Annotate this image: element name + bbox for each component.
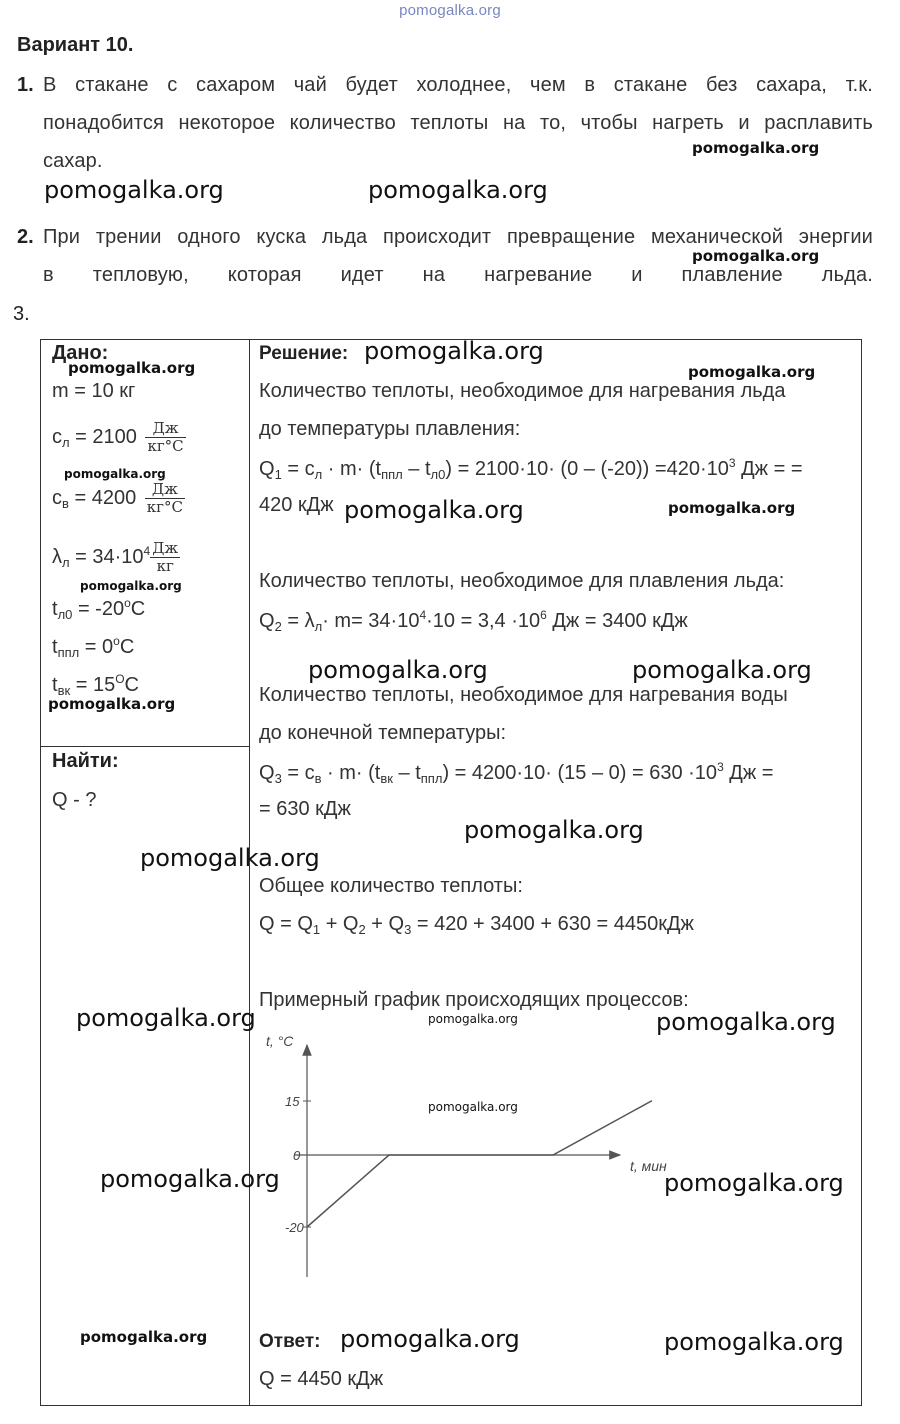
q2-line1: При трении одного куска льда происходит превращение механической энергии xyxy=(43,226,873,248)
find-label: Найти: xyxy=(52,750,119,772)
data-point xyxy=(552,1154,554,1156)
watermark: pomogalka.org xyxy=(64,467,166,481)
answer-label: Ответ: xyxy=(259,1331,321,1352)
y-tick-label: 0 xyxy=(293,1148,301,1163)
watermark: pomogalka.org xyxy=(664,1328,844,1356)
header-watermark[interactable]: pomogalka.org xyxy=(399,2,501,19)
watermark: pomogalka.org xyxy=(364,337,544,365)
q1-line3: сахар. xyxy=(43,150,103,172)
watermark: pomogalka.org xyxy=(656,1008,836,1036)
data-point xyxy=(651,1100,653,1102)
step1-text-2: до температуры плавления: xyxy=(259,418,521,440)
watermark: pomogalka.org xyxy=(100,1165,280,1193)
given-c-water: $c_в = 4200$ $\frac{Дж}{кг^\circ C}$ xyxy=(52,480,183,516)
given-t-melt: $t_{ппл} = 0^oC$ xyxy=(52,634,135,660)
watermark: pomogalka.org xyxy=(68,359,196,377)
step3-formula: $Q_3 = c_в \cdot m\cdot (t_{вк} - t_{ппл}) = 4200\cdot 10\cdot (15 - 0) = 630 \cdot 10^3$ Дж = xyxy=(259,760,774,786)
find-value: Q - ? xyxy=(52,789,97,811)
step4-formula: $Q = Q_1 + Q_2 + Q_3 = 420 + 3400 + 630 = 4450кДж$ xyxy=(259,913,694,937)
step2-formula: $Q_2 = \lambda_л\cdot m= 34\cdot 10^4\cdot 10 = 3,4 \cdot 10^6$ Дж = 3400 кДж xyxy=(259,608,688,634)
temperature-series-line xyxy=(307,1101,651,1227)
y-tick-label: -20 xyxy=(285,1220,304,1235)
answer-value: Q = 4450 кДж xyxy=(259,1368,384,1390)
step1-result: 420 кДж xyxy=(259,494,334,516)
step2-text: Количество теплоты, необходимое для плавления льда: xyxy=(259,570,785,592)
x-axis-label: t, мин xyxy=(630,1158,667,1174)
y-tick-label: 15 xyxy=(285,1094,300,1109)
step3-text-2: до конечной температуры: xyxy=(259,722,507,744)
step1-text: Количество теплоты, необходимое для нагревания льда xyxy=(259,380,786,402)
q1-line2: понадобится некоторое количество теплоты на то, чтобы нагреть и расплавить xyxy=(43,112,873,134)
q2-line2: в тепловую, которая идет на нагревание и плавление льда. xyxy=(43,264,873,286)
step1-formula: $Q_1 = c_л \cdot m\cdot (t_{ппл} - t_{л0}) = 2100\cdot 10\cdot (0 - (-20)) =420\cdot 10^3$ Дж = = xyxy=(259,456,803,482)
step3-result: = 630 кДж xyxy=(259,798,351,820)
watermark: pomogalka.org xyxy=(668,499,796,517)
given-find-divider xyxy=(41,746,249,747)
given-c-ice: $c_л = 2100$ $\frac{Дж}{кг^\circ C}$ xyxy=(52,419,184,455)
y-axis-label: t, °C xyxy=(266,1033,294,1049)
watermark: pomogalka.org xyxy=(428,1100,518,1114)
watermark: pomogalka.org xyxy=(428,1012,518,1026)
data-point xyxy=(306,1226,308,1228)
q2-number: 2. xyxy=(17,226,34,248)
watermark: pomogalka.org xyxy=(692,247,820,265)
graph-title: Примерный график происходящих процессов: xyxy=(259,989,689,1011)
solution-label: Решение: xyxy=(259,343,349,364)
watermark: pomogalka.org xyxy=(692,139,820,157)
watermark: pomogalka.org xyxy=(632,656,812,684)
watermark: pomogalka.org xyxy=(140,844,320,872)
step3-text: Количество теплоты, необходимое для нагревания воды xyxy=(259,684,788,706)
q3-number: 3. xyxy=(13,303,30,325)
watermark: pomogalka.org xyxy=(80,579,182,593)
watermark: pomogalka.org xyxy=(308,656,488,684)
watermark: pomogalka.org xyxy=(464,816,644,844)
given-t-initial: $t_{л0} = -20^oC$ xyxy=(52,596,146,622)
watermark: pomogalka.org xyxy=(664,1169,844,1197)
data-point xyxy=(388,1154,390,1156)
watermark: pomogalka.org xyxy=(48,695,176,713)
given-t-final: $t_{вк} = 15^OC$ xyxy=(52,672,139,698)
watermark: pomogalka.org xyxy=(80,1328,208,1346)
watermark: pomogalka.org xyxy=(368,176,548,204)
temperature-chart xyxy=(255,1025,667,1285)
table-divider xyxy=(249,340,250,1405)
given-mass: m = 10 кг xyxy=(52,380,136,402)
variant-title: Вариант 10. xyxy=(17,34,134,56)
q1-line1: В стакане с сахаром чай будет холоднее, чем в стакане без сахара, т.к. xyxy=(43,74,873,96)
watermark: pomogalka.org xyxy=(340,1325,520,1353)
watermark: pomogalka.org xyxy=(44,176,224,204)
watermark: pomogalka.org xyxy=(344,496,524,524)
given-lambda: $\lambda_л = 34\cdot 10^4$ $\frac{Дж}{кг}$ xyxy=(52,539,179,575)
step4-text: Общее количество теплоты: xyxy=(259,875,523,897)
watermark: pomogalka.org xyxy=(688,363,816,381)
watermark: pomogalka.org xyxy=(76,1004,256,1032)
q1-number: 1. xyxy=(17,74,34,96)
given-label: Дано: xyxy=(52,342,109,364)
